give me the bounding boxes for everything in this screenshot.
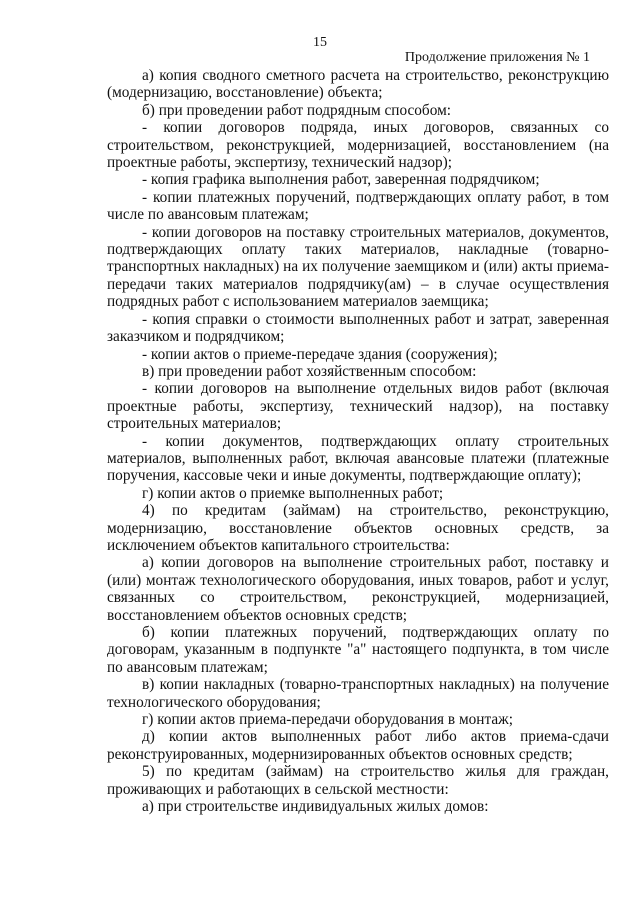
paragraph: - копии платежных поручений, подтверждающих оплату работ, в том числе по авансовым платежам;: [107, 188, 609, 224]
paragraph: б) при проведении работ подрядным способом:: [142, 101, 452, 119]
paragraph: в) копии накладных (товарно-транспортных накладных) на получение технологического оборудования;: [107, 676, 609, 711]
paragraph: д) копии актов выполненных работ либо актов приема-сдачи реконструированных, модернизированных объектов основных средств;: [107, 728, 609, 763]
paragraph: в) при проведении работ хозяйственным способом:: [142, 362, 477, 380]
paragraph: а) копии договоров на выполнение строительных работ, поставку и (или) монтаж технологического оборудования, иных товаров, работ и услуг, связанных со строительством, реконструкцией, модернизацией, восстановлением объектов основных средств;: [107, 554, 609, 624]
document-body: [107, 67, 609, 815]
paragraph: - копии договоров на выполнение отдельных видов работ (включая проектные работы, экспертизу, технический надзор), на поставку строительных материалов;: [107, 380, 609, 433]
paragraph: - копии актов о приеме-передаче здания (сооружения);: [142, 345, 498, 363]
paragraph: - копии договоров подряда, иных договоров, связанных со строительством, реконструкцией, модернизацией, восстановлением (на проектные работы, экспертизу, технический надзор);: [107, 119, 609, 172]
appendix-continuation-note: Продолжение приложения № 1: [404, 50, 590, 65]
page-number: 15: [313, 35, 327, 50]
paragraph: б) копии платежных поручений, подтверждающих оплату по договорам, указанным в подпункте "а" настоящего подпункта, в том числе по авансовым платежам;: [107, 624, 609, 676]
paragraph: г) копии актов приема-передачи оборудования в монтаж;: [142, 711, 513, 729]
paragraph: г) копии актов о приемке выполненных работ;: [142, 484, 444, 502]
paragraph: - копии договоров на поставку строительных материалов, документов, подтверждающих оплату таких материалов, накладные (товарно-транспортных накладных) на их получение заемщиком и (или) акты приема-передачи таких материалов подрядчику(ам) – в случае осуществления подрядных работ с использованием материалов заемщика;: [107, 223, 609, 311]
paragraph: а) при строительстве индивидуальных жилых домов:: [142, 798, 489, 816]
paragraph: - копии документов, подтверждающих оплату строительных материалов, выполненных работ, включая авансовые платежи (платежные поручения, кассовые чеки и иные документы, подтверждающие оплату);: [107, 432, 609, 485]
paragraph: - копия справки о стоимости выполненных работ и затрат, заверенная заказчиком и подрядчиком;: [107, 310, 609, 346]
paragraph: 5) по кредитам (займам) на строительство жилья для граждан, проживающих и работающих в сельской местности:: [107, 763, 609, 798]
paragraph: а) копия сводного сметного расчета на строительство, реконструкцию (модернизацию, восстановление) объекта;: [107, 67, 609, 102]
paragraph: - копия графика выполнения работ, заверенная подрядчиком;: [142, 171, 540, 189]
paragraph: 4) по кредитам (займам) на строительство, реконструкцию, модернизацию, восстановление объектов основных средств, за исключением объектов капитального строительства:: [107, 502, 609, 554]
